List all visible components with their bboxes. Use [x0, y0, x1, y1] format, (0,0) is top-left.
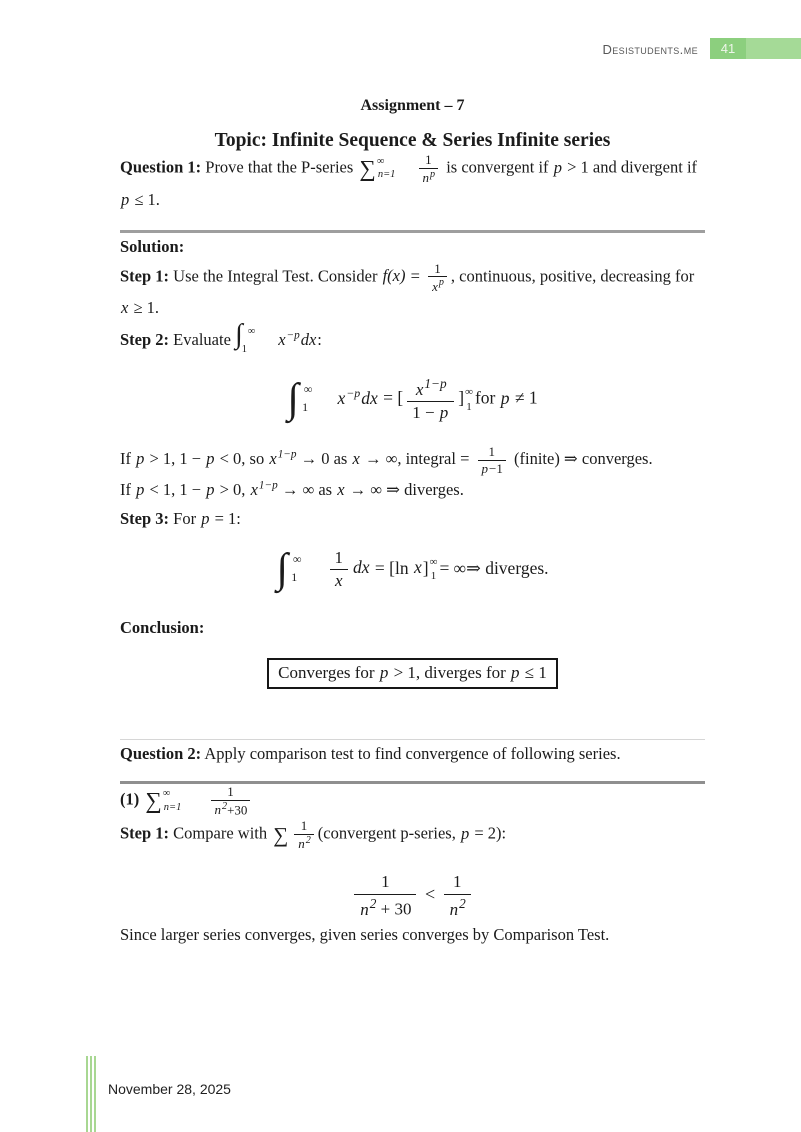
math-var: x	[250, 480, 258, 500]
footer-accent-lines	[86, 1056, 98, 1132]
page-number-bar	[710, 38, 801, 59]
green-line	[86, 1056, 88, 1132]
page-bar-tail	[746, 38, 801, 59]
math-var: dx	[353, 557, 370, 578]
text: (convergent p-series,	[317, 823, 456, 843]
fraction	[428, 261, 447, 295]
sum-upper-limit: ∞	[376, 155, 385, 167]
item-number: (1)	[120, 790, 140, 809]
math-var: x	[278, 330, 286, 350]
denominator: $n^2$	[449, 895, 466, 919]
sigma-icon: ∑	[273, 822, 289, 847]
question-1-text	[120, 152, 705, 214]
integral-lower-limit: 1	[302, 399, 309, 414]
fraction	[478, 444, 506, 476]
question-2-text	[120, 740, 705, 768]
denominator: $n^p$	[422, 168, 436, 185]
text: → ∞ ⇒ diverges.	[349, 480, 464, 500]
q2-conclusion-text: Since larger series converges, given series converges by Comparison Test.	[120, 924, 610, 944]
text: = 2):	[474, 823, 507, 843]
text: =	[410, 266, 420, 286]
math-var: dx	[361, 387, 378, 408]
math-var: p	[136, 449, 145, 469]
summation-symbol	[145, 787, 182, 813]
integral-icon: ∫	[235, 319, 243, 351]
assignment-title: Assignment – 7	[360, 97, 465, 114]
topic-title: Topic: Infinite Sequence & Series Infinite series	[214, 130, 611, 151]
text: ≠ 1	[514, 387, 538, 408]
text: , continuous, positive, decreasing for	[450, 266, 695, 286]
bracket-limits	[465, 385, 473, 414]
numerator: 1	[211, 784, 251, 801]
text: = [	[383, 387, 404, 408]
text: > 0,	[219, 480, 246, 500]
sigma-icon: ∑	[359, 155, 376, 181]
bracket-upper-limit: ∞	[465, 386, 473, 399]
integral-icon: ∫	[287, 375, 299, 422]
math-var: p	[136, 480, 145, 500]
text: (finite) ⇒ converges.	[514, 449, 653, 469]
text: ≥ 1.	[133, 298, 160, 318]
integral-icon: ∫	[276, 545, 288, 592]
fraction	[330, 547, 349, 593]
summation-symbol	[359, 155, 396, 181]
integral-upper-limit: ∞	[247, 326, 256, 338]
step-3-label: Step 3:	[120, 508, 170, 528]
numerator: 1	[428, 261, 447, 278]
fraction	[444, 871, 471, 920]
text: Prove that the P-series	[205, 157, 354, 177]
question-2-label: Question 2:	[120, 744, 202, 764]
fraction	[419, 152, 439, 186]
denominator: $n^2$	[298, 834, 311, 851]
denominator: x	[334, 570, 343, 590]
summation-symbol	[273, 822, 289, 847]
green-line	[90, 1056, 92, 1132]
page-number: 41	[710, 38, 746, 59]
integral-symbol	[287, 375, 313, 422]
numerator: 1	[294, 818, 314, 835]
conclusion-box	[267, 658, 558, 689]
bracket-lower-limit: 1	[466, 400, 472, 413]
text: Evaluate	[173, 330, 231, 350]
numerator: 1	[419, 152, 439, 169]
text: for	[474, 387, 496, 408]
denominator: $n^2+30$	[214, 801, 248, 818]
math-var: f(x)	[382, 266, 406, 286]
sum-upper-limit: ∞	[162, 788, 171, 800]
exponent: 1−p	[258, 479, 278, 492]
denominator: p−1	[481, 460, 503, 476]
text: :	[317, 330, 322, 350]
text: For	[173, 508, 197, 528]
bracket-lower-limit: 1	[430, 570, 437, 583]
math-var: p	[460, 823, 470, 843]
exponent: 1−p	[277, 448, 297, 461]
sum-lower-limit: n=1	[377, 169, 396, 181]
text: = [ln	[374, 557, 409, 578]
math-var: p	[379, 663, 389, 683]
math-var: x	[352, 449, 360, 469]
math-var: dx	[300, 330, 317, 350]
text: → ∞ as	[281, 480, 333, 500]
text: Use the Integral Test. Consider	[173, 266, 378, 286]
site-name: Desistudents.me	[602, 42, 698, 57]
math-var: x	[337, 387, 346, 408]
math-var: x	[337, 480, 345, 500]
bracket-limits	[430, 555, 438, 584]
numerator: 1	[354, 871, 416, 894]
step-1-text	[120, 261, 705, 323]
green-line	[94, 1056, 96, 1132]
equation-integral-1x	[120, 547, 705, 593]
case-p-less-1	[120, 476, 705, 504]
numerator: 1	[478, 444, 506, 461]
text: Apply comparison test to find convergence of following series.	[204, 744, 621, 764]
integral-lower-limit: 1	[241, 344, 247, 356]
step-1-label: Step 1:	[120, 823, 170, 843]
integral-symbol	[276, 545, 302, 592]
text: is convergent if	[446, 157, 549, 177]
sum-lower-limit: n=1	[163, 801, 182, 813]
denominator: $x^p$	[432, 277, 444, 294]
text: > 1, diverges for	[393, 663, 506, 683]
fraction	[294, 818, 314, 852]
math-var: x	[269, 449, 277, 469]
math-var: p	[553, 157, 562, 177]
text: < 1, 1 −	[149, 480, 202, 500]
q2-step-1-text	[120, 818, 705, 852]
text: Compare with	[173, 823, 268, 843]
step-2-label: Step 2:	[120, 330, 170, 350]
bracket-upper-limit: ∞	[429, 556, 438, 569]
math-var: p	[206, 480, 215, 500]
series-item-1	[120, 784, 705, 818]
step-2-text	[120, 319, 705, 361]
fraction	[354, 871, 416, 920]
math-var: p	[206, 449, 215, 469]
case-p-greater-1	[120, 444, 705, 476]
fraction	[407, 375, 454, 424]
right-bracket: ]	[422, 557, 429, 578]
integral-lower-limit: 1	[291, 569, 298, 584]
text: < 0, so	[219, 449, 265, 469]
text: > 1 and divergent if	[567, 157, 698, 177]
text: If	[120, 449, 131, 469]
text: > 1, 1 −	[149, 449, 202, 469]
conclusion-heading: Conclusion:	[120, 618, 205, 638]
math-var: p	[511, 663, 520, 683]
exponent: −p	[286, 329, 300, 342]
integral-symbol	[235, 319, 256, 361]
solution-heading: Solution:	[120, 236, 185, 256]
denominator: 1 − p	[412, 402, 449, 422]
math-var: p	[201, 508, 210, 528]
sigma-icon: ∑	[145, 788, 162, 813]
footer-date: November 28, 2025	[108, 1081, 231, 1097]
numerator: $x^{1-p}$	[407, 375, 454, 402]
less-than-sign: <	[424, 884, 436, 905]
math-var: x	[121, 298, 129, 318]
question-1-label: Question 1:	[120, 157, 202, 177]
integral-upper-limit: ∞	[292, 551, 302, 566]
text: = ∞⇒ diverges.	[439, 557, 549, 578]
numerator: 1	[330, 547, 349, 570]
text: = 1:	[214, 508, 241, 528]
equation-comparison	[120, 871, 705, 920]
integral-upper-limit: ∞	[303, 381, 313, 396]
exponent: −p	[346, 385, 361, 400]
step-3-text	[120, 505, 705, 533]
conclusion-box-wrap	[120, 658, 705, 689]
equation-integral-xp	[120, 375, 705, 424]
text: If	[120, 480, 131, 500]
fraction	[211, 784, 251, 818]
math-var: p	[121, 189, 130, 209]
denominator: $n^2 + 30$	[360, 895, 412, 919]
text: → 0 as	[300, 449, 348, 469]
text: ≤ 1.	[134, 189, 160, 209]
math-var: p	[500, 387, 510, 408]
text: ≤ 1	[524, 663, 547, 683]
numerator: 1	[444, 871, 471, 894]
text: → ∞, integral =	[364, 449, 470, 469]
math-var: x	[413, 557, 422, 578]
step-1-label: Step 1:	[120, 266, 170, 286]
text: Converges for	[278, 663, 375, 683]
right-bracket: ]	[458, 387, 465, 408]
